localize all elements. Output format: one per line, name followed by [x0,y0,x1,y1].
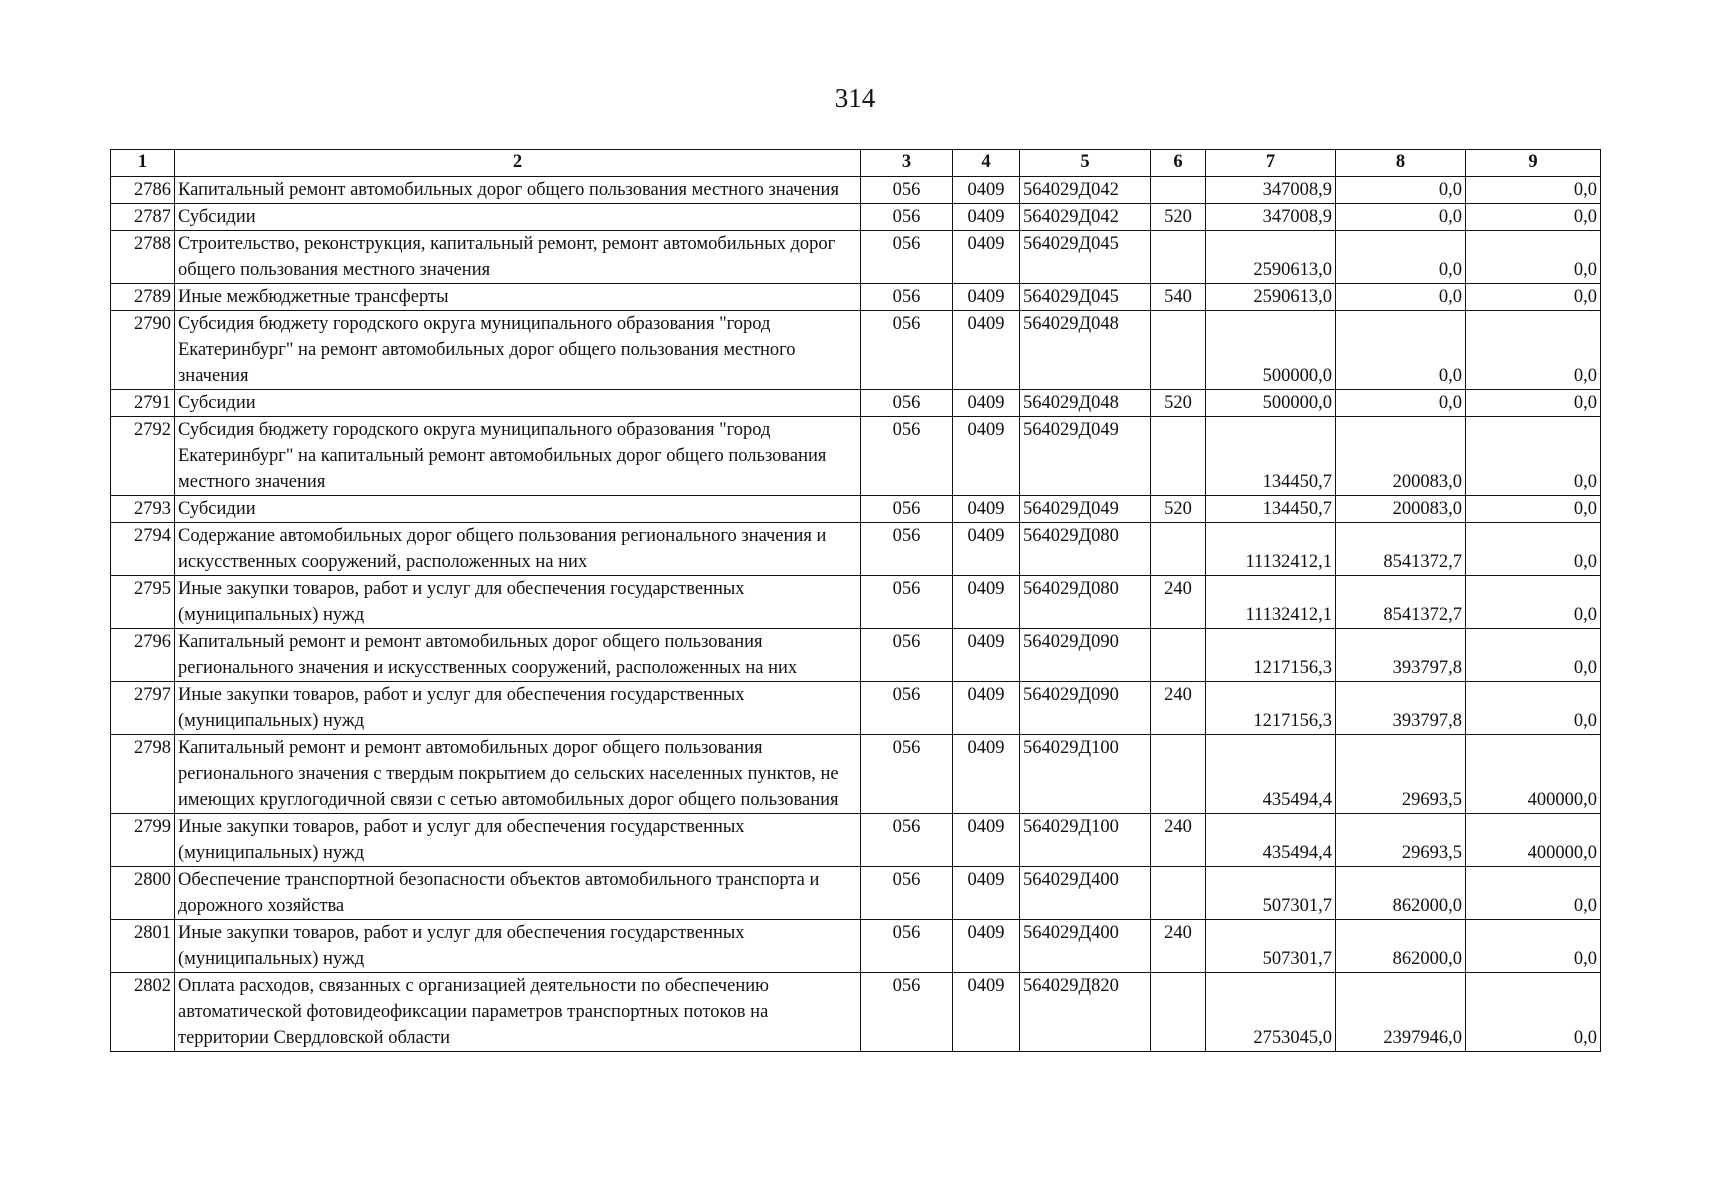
amount-col9-cell: 0,0 [1466,629,1601,682]
row-number-cell: 2786 [111,177,175,204]
amount-col7-cell: 1217156,3 [1206,629,1336,682]
amount-col8-cell: 0,0 [1336,311,1466,390]
row-number-cell: 2802 [111,973,175,1052]
section-code-cell: 0409 [953,735,1020,814]
section-code-cell: 0409 [953,576,1020,629]
section-code-cell: 0409 [953,867,1020,920]
ministry-code-cell: 056 [861,496,953,523]
amount-col7-cell: 507301,7 [1206,920,1336,973]
expense-name-cell: Капитальный ремонт и ремонт автомобильных дорог общего пользования регионального значения с твердым покрытием до сельских населенных пунктов, не имеющих круглогодичной связи с сетью автомобильных дорог общего пользования [175,735,861,814]
amount-col7-cell: 435494,4 [1206,814,1336,867]
amount-col9-cell: 0,0 [1466,867,1601,920]
target-article-cell: 564029Д090 [1020,682,1151,735]
table-row [111,629,1601,682]
table-row [111,231,1601,284]
ministry-code-cell: 056 [861,576,953,629]
amount-col8-cell: 8541372,7 [1336,523,1466,576]
amount-col9-cell: 0,0 [1466,204,1601,231]
expense-name-cell: Капитальный ремонт автомобильных дорог общего пользования местного значения [175,177,861,204]
row-number-cell: 2799 [111,814,175,867]
amount-col8-cell: 862000,0 [1336,867,1466,920]
target-article-cell: 564029Д090 [1020,629,1151,682]
amount-col8-cell: 0,0 [1336,204,1466,231]
table-row [111,417,1601,496]
expense-type-cell: 520 [1151,204,1206,231]
ministry-code-cell: 056 [861,920,953,973]
expense-type-cell: 240 [1151,920,1206,973]
amount-col7-cell: 347008,9 [1206,204,1336,231]
amount-col7-cell: 507301,7 [1206,867,1336,920]
table-row [111,523,1601,576]
column-header: 6 [1151,150,1206,177]
amount-col7-cell: 2753045,0 [1206,973,1336,1052]
table-header-row [111,150,1601,177]
ministry-code-cell: 056 [861,177,953,204]
table-row [111,814,1601,867]
table-body [111,177,1601,1052]
amount-col9-cell: 0,0 [1466,390,1601,417]
amount-col8-cell: 393797,8 [1336,629,1466,682]
row-number-cell: 2797 [111,682,175,735]
row-number-cell: 2788 [111,231,175,284]
ministry-code-cell: 056 [861,417,953,496]
row-number-cell: 2801 [111,920,175,973]
expense-type-cell: 240 [1151,814,1206,867]
amount-col8-cell: 200083,0 [1336,417,1466,496]
expense-name-cell: Субсидия бюджету городского округа муниципального образования "город Екатеринбург" на ремонт автомобильных дорог общего пользования местного значения [175,311,861,390]
target-article-cell: 564029Д048 [1020,390,1151,417]
row-number-cell: 2789 [111,284,175,311]
section-code-cell: 0409 [953,177,1020,204]
expense-name-cell: Обеспечение транспортной безопасности объектов автомобильного транспорта и дорожного хозяйства [175,867,861,920]
row-number-cell: 2793 [111,496,175,523]
ministry-code-cell: 056 [861,629,953,682]
expense-name-cell: Содержание автомобильных дорог общего пользования регионального значения и искусственных сооружений, расположенных на них [175,523,861,576]
amount-col9-cell: 0,0 [1466,576,1601,629]
amount-col9-cell: 0,0 [1466,920,1601,973]
column-header: 3 [861,150,953,177]
amount-col9-cell: 0,0 [1466,523,1601,576]
table-row [111,735,1601,814]
row-number-cell: 2787 [111,204,175,231]
column-header: 1 [111,150,175,177]
expense-name-cell: Субсидии [175,204,861,231]
section-code-cell: 0409 [953,523,1020,576]
table-row [111,920,1601,973]
amount-col9-cell: 0,0 [1466,231,1601,284]
ministry-code-cell: 056 [861,390,953,417]
target-article-cell: 564029Д042 [1020,204,1151,231]
amount-col8-cell: 0,0 [1336,284,1466,311]
amount-col7-cell: 347008,9 [1206,177,1336,204]
section-code-cell: 0409 [953,311,1020,390]
expense-name-cell: Иные межбюджетные трансферты [175,284,861,311]
amount-col7-cell: 2590613,0 [1206,231,1336,284]
column-header: 8 [1336,150,1466,177]
row-number-cell: 2790 [111,311,175,390]
row-number-cell: 2800 [111,867,175,920]
budget-table [110,149,1601,1052]
amount-col7-cell: 134450,7 [1206,496,1336,523]
expense-name-cell: Капитальный ремонт и ремонт автомобильных дорог общего пользования регионального значения и искусственных сооружений, расположенных на них [175,629,861,682]
amount-col7-cell: 1217156,3 [1206,682,1336,735]
target-article-cell: 564029Д042 [1020,177,1151,204]
column-header: 5 [1020,150,1151,177]
expense-name-cell: Строительство, реконструкция, капитальный ремонт, ремонт автомобильных дорог общего пользования местного значения [175,231,861,284]
amount-col8-cell: 2397946,0 [1336,973,1466,1052]
expense-type-cell [1151,867,1206,920]
target-article-cell: 564029Д045 [1020,284,1151,311]
row-number-cell: 2791 [111,390,175,417]
column-header: 2 [175,150,861,177]
section-code-cell: 0409 [953,204,1020,231]
expense-type-cell [1151,973,1206,1052]
target-article-cell: 564029Д100 [1020,735,1151,814]
section-code-cell: 0409 [953,814,1020,867]
amount-col9-cell: 0,0 [1466,177,1601,204]
section-code-cell: 0409 [953,682,1020,735]
table-row [111,496,1601,523]
ministry-code-cell: 056 [861,682,953,735]
amount-col8-cell: 862000,0 [1336,920,1466,973]
expense-name-cell: Субсидия бюджету городского округа муниципального образования "город Екатеринбург" на капитальный ремонт автомобильных дорог общего пользования местного значения [175,417,861,496]
expense-type-cell [1151,417,1206,496]
section-code-cell: 0409 [953,231,1020,284]
expense-type-cell [1151,523,1206,576]
amount-col7-cell: 11132412,1 [1206,576,1336,629]
amount-col7-cell: 11132412,1 [1206,523,1336,576]
section-code-cell: 0409 [953,973,1020,1052]
amount-col8-cell: 200083,0 [1336,496,1466,523]
amount-col8-cell: 8541372,7 [1336,576,1466,629]
table-row [111,177,1601,204]
amount-col8-cell: 393797,8 [1336,682,1466,735]
amount-col8-cell: 29693,5 [1336,735,1466,814]
table-row [111,682,1601,735]
column-header: 4 [953,150,1020,177]
expense-name-cell: Иные закупки товаров, работ и услуг для обеспечения государственных (муниципальных) нужд [175,814,861,867]
table-row [111,204,1601,231]
row-number-cell: 2798 [111,735,175,814]
ministry-code-cell: 056 [861,867,953,920]
target-article-cell: 564029Д080 [1020,523,1151,576]
expense-type-cell: 540 [1151,284,1206,311]
section-code-cell: 0409 [953,920,1020,973]
column-header: 7 [1206,150,1336,177]
section-code-cell: 0409 [953,284,1020,311]
target-article-cell: 564029Д400 [1020,920,1151,973]
target-article-cell: 564029Д100 [1020,814,1151,867]
amount-col9-cell: 0,0 [1466,311,1601,390]
table-row [111,284,1601,311]
expense-name-cell: Оплата расходов, связанных с организацией деятельности по обеспечению автоматической фотовидеофиксации параметров транспортных потоков на территории Свердловской области [175,973,861,1052]
page-number: 314 [834,83,876,113]
expense-name-cell: Субсидии [175,496,861,523]
amount-col7-cell: 134450,7 [1206,417,1336,496]
table-row [111,973,1601,1052]
amount-col9-cell: 0,0 [1466,496,1601,523]
ministry-code-cell: 056 [861,204,953,231]
amount-col9-cell: 400000,0 [1466,814,1601,867]
table-row [111,576,1601,629]
table-row [111,867,1601,920]
row-number-cell: 2792 [111,417,175,496]
expense-type-cell: 240 [1151,682,1206,735]
ministry-code-cell: 056 [861,814,953,867]
ministry-code-cell: 056 [861,523,953,576]
amount-col8-cell: 0,0 [1336,231,1466,284]
target-article-cell: 564029Д049 [1020,496,1151,523]
ministry-code-cell: 056 [861,311,953,390]
column-header: 9 [1466,150,1601,177]
target-article-cell: 564029Д049 [1020,417,1151,496]
expense-type-cell [1151,177,1206,204]
ministry-code-cell: 056 [861,973,953,1052]
table-row [111,390,1601,417]
section-code-cell: 0409 [953,496,1020,523]
expense-name-cell: Иные закупки товаров, работ и услуг для обеспечения государственных (муниципальных) нужд [175,682,861,735]
ministry-code-cell: 056 [861,735,953,814]
ministry-code-cell: 056 [861,231,953,284]
target-article-cell: 564029Д080 [1020,576,1151,629]
expense-type-cell [1151,735,1206,814]
target-article-cell: 564029Д400 [1020,867,1151,920]
amount-col9-cell: 0,0 [1466,284,1601,311]
expense-name-cell: Субсидии [175,390,861,417]
target-article-cell: 564029Д045 [1020,231,1151,284]
amount-col8-cell: 0,0 [1336,177,1466,204]
expense-type-cell: 520 [1151,390,1206,417]
section-code-cell: 0409 [953,629,1020,682]
target-article-cell: 564029Д048 [1020,311,1151,390]
row-number-cell: 2796 [111,629,175,682]
amount-col8-cell: 29693,5 [1336,814,1466,867]
table-row [111,311,1601,390]
amount-col9-cell: 0,0 [1466,417,1601,496]
section-code-cell: 0409 [953,390,1020,417]
amount-col7-cell: 500000,0 [1206,311,1336,390]
ministry-code-cell: 056 [861,284,953,311]
expense-name-cell: Иные закупки товаров, работ и услуг для обеспечения государственных (муниципальных) нужд [175,576,861,629]
amount-col7-cell: 435494,4 [1206,735,1336,814]
amount-col9-cell: 400000,0 [1466,735,1601,814]
expense-type-cell: 240 [1151,576,1206,629]
expense-type-cell [1151,311,1206,390]
amount-col9-cell: 0,0 [1466,973,1601,1052]
amount-col8-cell: 0,0 [1336,390,1466,417]
amount-col9-cell: 0,0 [1466,682,1601,735]
row-number-cell: 2795 [111,576,175,629]
expense-type-cell [1151,231,1206,284]
row-number-cell: 2794 [111,523,175,576]
expense-name-cell: Иные закупки товаров, работ и услуг для обеспечения государственных (муниципальных) нужд [175,920,861,973]
expense-type-cell: 520 [1151,496,1206,523]
amount-col7-cell: 2590613,0 [1206,284,1336,311]
target-article-cell: 564029Д820 [1020,973,1151,1052]
expense-type-cell [1151,629,1206,682]
section-code-cell: 0409 [953,417,1020,496]
amount-col7-cell: 500000,0 [1206,390,1336,417]
